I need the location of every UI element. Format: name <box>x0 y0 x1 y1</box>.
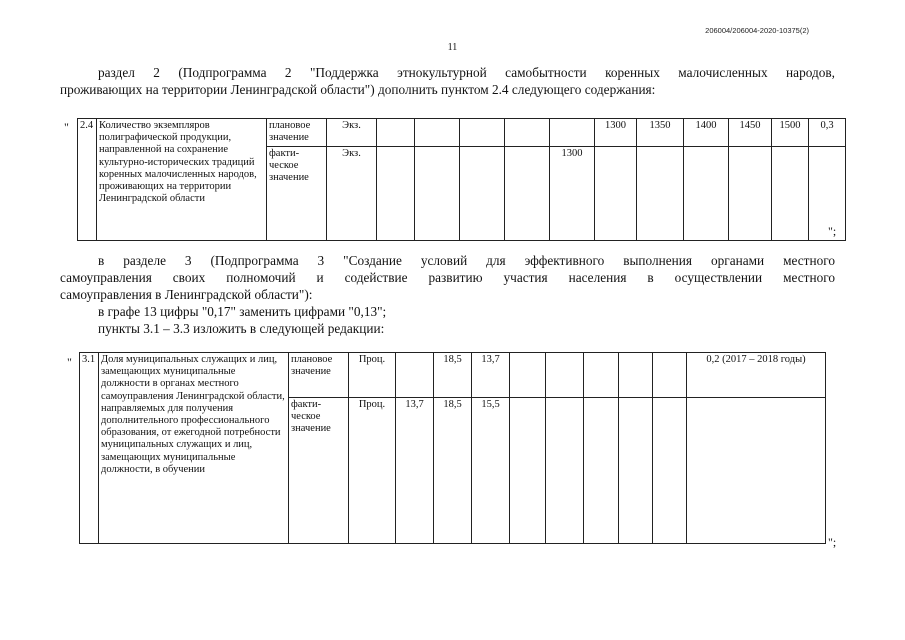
table1-open-quote: " <box>64 120 69 134</box>
table2-row2-cell <box>510 398 546 544</box>
table1-row2-cell <box>595 147 637 241</box>
table1-row1-cell: 0,3 <box>809 119 846 147</box>
table1-row2-cell <box>415 147 460 241</box>
table2-row2-cell: 18,5 <box>434 398 472 544</box>
table2-row2-unit: Проц. <box>349 398 396 544</box>
table2-item-number: 3.1 <box>80 353 99 544</box>
table1-row2-label: факти-ческое значение <box>267 147 327 241</box>
table1-row2-cell <box>684 147 729 241</box>
paragraph-2-line-5: пункты 3.1 – 3.3 изложить в следующей редакции: <box>98 321 385 336</box>
table1-row2-cell <box>377 147 415 241</box>
table1-row1-cell <box>415 119 460 147</box>
table2-row1-cell <box>619 353 653 398</box>
table1-row2-cell <box>729 147 772 241</box>
table1-row1-cell: 1350 <box>637 119 684 147</box>
table1-item-number: 2.4 <box>78 119 97 241</box>
table2-row2-cell <box>584 398 619 544</box>
doc-id: 206004/206004-2020-10375(2) <box>705 26 809 35</box>
table1-row2-cell <box>505 147 550 241</box>
table2-row2-cell <box>653 398 687 544</box>
table1-row1-cell: 1450 <box>729 119 772 147</box>
paragraph-2-line-2: самоуправления своих полномочий и содействие развитию участия населения в осуществлении местного <box>60 270 835 285</box>
table2-row1-cell: 18,5 <box>434 353 472 398</box>
table1-row2-cell <box>809 147 846 241</box>
paragraph-1-line-1: раздел 2 (Подпрограмма 2 "Поддержка этнокультурной самобытности коренных малочисленных народов, <box>98 65 835 80</box>
table2-row2-label: факти-ческое значение <box>289 398 349 544</box>
table2-open-quote: " <box>67 355 72 369</box>
table2-indicator-name: Доля муниципальных служащих и лиц, замещающих муниципальные должности в органах местного самоуправления Ленинградской области, направляемых для получения дополнительного профессионального образования, от ежегодной потребности муниципальных служащих и лиц, замещающих муниципальные должности, в обучении <box>99 353 289 544</box>
table-item-3-1 <box>79 352 826 544</box>
table1-row1-cell <box>505 119 550 147</box>
paragraph-2-line-1: в разделе 3 (Подпрограмма 3 "Создание условий для эффективного выполнения органами местного <box>98 253 835 268</box>
table1-close-quote: "; <box>828 224 837 238</box>
table-item-2-4 <box>77 118 846 241</box>
table1-row2-unit: Экз. <box>327 147 377 241</box>
table2-row2-cell <box>619 398 653 544</box>
table2-row2-cell: 15,5 <box>472 398 510 544</box>
paragraph-1-line-2: проживающих на территории Ленинградской области") дополнить пунктом 2.4 следующего содержания: <box>60 82 656 97</box>
table2-row1-cell <box>584 353 619 398</box>
table2-row1-cell <box>510 353 546 398</box>
table2-close-quote: "; <box>828 535 837 549</box>
table2-row1-cell <box>396 353 434 398</box>
table2-row1-cell: 0,2 (2017 – 2018 годы) <box>687 353 826 398</box>
table2-row1-cell: 13,7 <box>472 353 510 398</box>
table2-row1-label: плановое значение <box>289 353 349 398</box>
table1-row2-cell <box>460 147 505 241</box>
table1-indicator-name: Количество экземпляров полиграфической продукции, направленной на сохранение культурно-исторических традиций коренных малочисленных народов, проживающих на территории Ленинградской области <box>97 119 267 241</box>
table2-row1-cell <box>546 353 584 398</box>
table2-row2-cell <box>687 398 826 544</box>
table1-row2-cell <box>772 147 809 241</box>
table2-row2-cell: 13,7 <box>396 398 434 544</box>
page-number: 11 <box>447 42 458 53</box>
paragraph-2-line-4: в графе 13 цифры "0,17" заменить цифрами "0,13"; <box>98 304 387 319</box>
table1-row1-cell: 1300 <box>595 119 637 147</box>
table1-row1-unit: Экз. <box>327 119 377 147</box>
table2-row1-unit: Проц. <box>349 353 396 398</box>
table1-row1-cell: 1500 <box>772 119 809 147</box>
table1-row2-cell: 1300 <box>550 147 595 241</box>
table2-row1-cell <box>653 353 687 398</box>
table1-row2-cell <box>637 147 684 241</box>
table1-row1-cell <box>550 119 595 147</box>
table1-row1-cell <box>460 119 505 147</box>
table1-row1-cell: 1400 <box>684 119 729 147</box>
paragraph-2-line-3: самоуправления в Ленинградской области"): <box>60 287 313 302</box>
table2-row2-cell <box>546 398 584 544</box>
table1-row1-label: плановое значение <box>267 119 327 147</box>
table1-row1-cell <box>377 119 415 147</box>
